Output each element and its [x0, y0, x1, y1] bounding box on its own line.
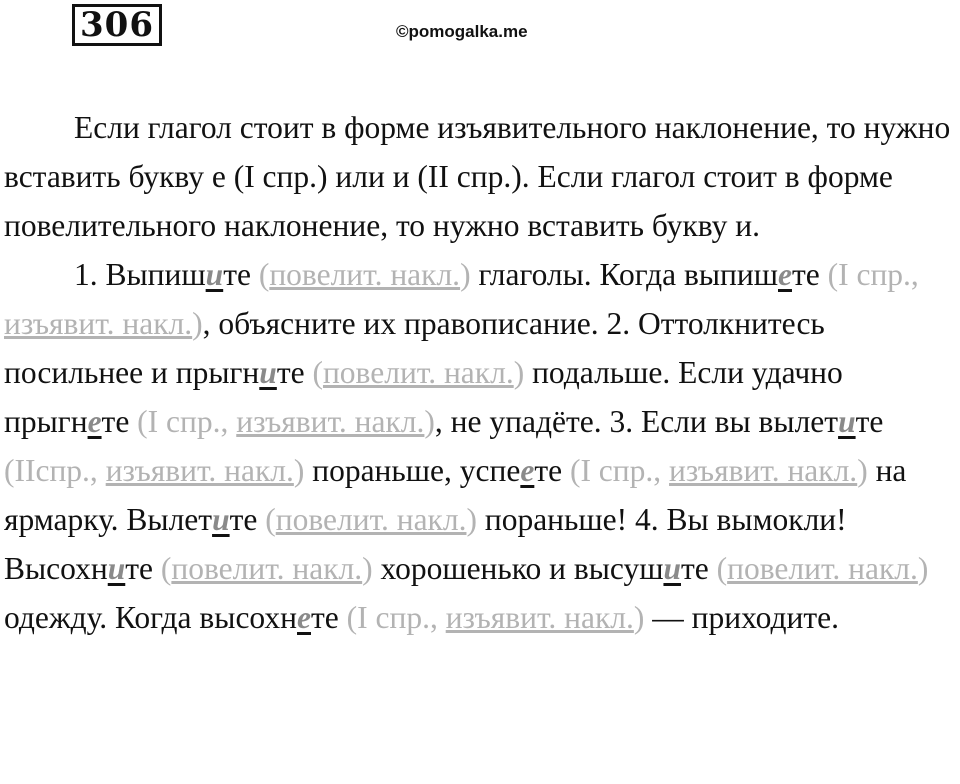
inserted-letter: и — [205, 257, 224, 292]
note-prefix: (I спр., — [346, 600, 446, 635]
text-segment: пораньше, успе — [304, 453, 521, 488]
text-segment: 1. Выпиш — [74, 257, 206, 292]
answer-text — [4, 103, 960, 642]
note-mood: изъявит. накл. — [4, 306, 193, 341]
rule-paragraph: Если глагол стоит в форме изъявительного наклонение, то нужно вставить букву е (I спр.) или и (II спр.). Если глагол стоит в форме повелительного наклонение, то нужно вставить букву и. — [4, 110, 951, 243]
note-suffix: ) — [424, 404, 435, 439]
note-prefix: (IIспр., — [4, 453, 106, 488]
text-segment: те — [534, 453, 570, 488]
inserted-letter: и — [838, 404, 856, 439]
note-prefix: ( — [265, 502, 276, 537]
text-segment: пораньше! 4. Вы вымокли! Высохн — [4, 502, 847, 586]
grammar-note — [312, 355, 524, 390]
note-mood: изъявит. накл. — [445, 600, 634, 635]
text-segment: — приходите. — [644, 600, 839, 635]
note-suffix: ) — [633, 600, 645, 635]
exercise-number: 306 — [72, 4, 162, 46]
note-prefix: (I спр., — [827, 257, 919, 292]
note-mood: повелит. накл. — [171, 551, 363, 586]
inserted-letter: е — [297, 600, 311, 635]
text-segment: подальше. Если удачно прыгн — [4, 355, 843, 439]
note-prefix: ( — [160, 551, 172, 586]
text-segment: те — [223, 257, 259, 292]
note-mood: изъявит. накл. — [236, 404, 425, 439]
inserted-letter: и — [663, 551, 681, 586]
text-segment: на ярмарку. Вылет — [4, 453, 907, 537]
text-segment: глаголы. Когда выпиш — [470, 257, 778, 292]
note-mood: повелит. накл. — [269, 257, 461, 292]
note-suffix: ) — [917, 551, 929, 586]
note-suffix: ) — [513, 355, 525, 390]
note-mood: повелит. накл. — [275, 502, 467, 537]
grammar-note — [570, 453, 868, 488]
exercise-paragraph — [4, 250, 960, 642]
inserted-letter: е — [87, 404, 102, 439]
note-prefix: (I спр., — [569, 453, 670, 488]
note-suffix: ) — [192, 306, 203, 341]
text-segment: те — [680, 551, 717, 586]
grammar-note — [717, 551, 929, 586]
note-prefix: (I спр., — [137, 404, 237, 439]
note-suffix: ) — [460, 257, 471, 292]
note-suffix: ) — [466, 502, 477, 537]
grammar-note — [137, 404, 435, 439]
text-segment: хорошенько и высуш — [372, 551, 664, 586]
inserted-letter: е — [520, 453, 535, 488]
text-segment: те — [101, 404, 138, 439]
text-segment: те — [125, 551, 161, 586]
note-prefix: ( — [716, 551, 728, 586]
note-mood: изъявит. накл. — [105, 453, 294, 488]
grammar-note — [265, 502, 477, 537]
inserted-letter: и — [107, 551, 126, 586]
text-segment: те — [791, 257, 828, 292]
note-mood: повелит. накл. — [727, 551, 918, 586]
text-segment: те — [276, 355, 313, 390]
grammar-note — [347, 600, 645, 635]
inserted-letter: и — [212, 502, 230, 537]
note-suffix: ) — [857, 453, 868, 488]
text-segment: те — [311, 600, 347, 635]
note-mood: повелит. накл. — [322, 355, 514, 390]
text-segment: , не упадёте. 3. Если вы вылет — [434, 404, 839, 439]
inserted-letter: и — [259, 355, 277, 390]
text-segment: те — [229, 502, 266, 537]
grammar-note — [4, 453, 304, 488]
text-segment: , объясните их правописание. 2. Оттолкнитесь посильнее и прыгн — [4, 306, 825, 390]
inserted-letter: е — [778, 257, 792, 292]
text-segment: одежду. Когда высохн — [4, 600, 298, 635]
site-watermark: ©pomogalka.me — [396, 22, 528, 41]
note-mood: изъявит. накл. — [669, 453, 858, 488]
note-suffix: ) — [362, 551, 373, 586]
note-prefix: ( — [258, 257, 270, 292]
grammar-note — [259, 257, 471, 292]
text-segment: те — [855, 404, 884, 439]
grammar-note — [161, 551, 373, 586]
note-prefix: ( — [312, 355, 323, 390]
note-suffix: ) — [293, 453, 305, 488]
